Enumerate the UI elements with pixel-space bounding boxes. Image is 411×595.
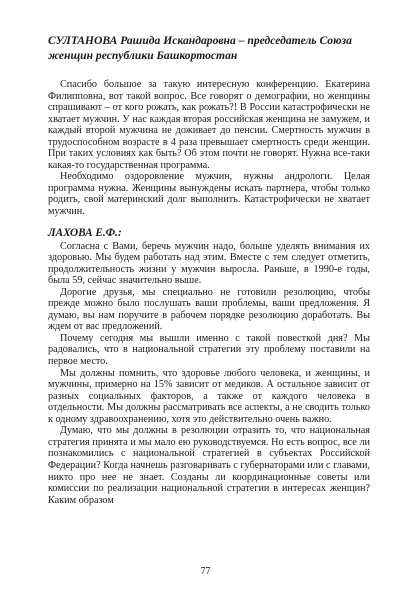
page-number: 77 xyxy=(200,566,211,577)
paragraph: Думаю, что мы должны в резолюции отразить то, что национальная стратегия принята и мы мало ею руководствуемся. Но есть вопрос, все ли познакомились с национальной стратегией в субъектах Российской Федерации? Когда начнешь разговаривать с губернаторами или с главами, никто про нее не знает. Созданы ли координационные советы или комиссии по реализации национальной стратегии в интересах женщин? Каким образом xyxy=(48,425,370,506)
document-page xyxy=(48,34,370,506)
paragraph: Спасибо большое за такую интересную конференцию. Екатерина Филипповна, вот такой вопрос. Все говорят о демографии, но женщины спрашивают – от кого рожать, как рожать?! В России катастрофически не хватает мужчин. У нас каждая вторая российская женщина не замужем, и каждый второй мужчина не доживает до пенсии. Смертность мужчин в трудоспособном возрасте в 4 раза превышает смертность среди женщин. При таких условиях как быть? Об этом почти не говорят. Нужна все-таки какая-то государственная программа. xyxy=(48,79,370,171)
paragraph: Почему сегодня мы вышли именно с такой повесткой дня? Мы радовались, что в национальной стратегии эту проблему поставили на первое место. xyxy=(48,332,370,368)
paragraph: Дорогие друзья, мы специально не готовили резолюцию, чтобы прежде можно было послушать ваши проблемы, ваши предложения. Я думаю, вы нам поручите в рабочем порядке резолюцию доработать. Вы ждем от вас предложений. xyxy=(48,286,370,333)
paragraph: Мы должны помнить, что здоровье любого человека, и женщины, и мужчины, примерно на 15% зависит от медиков. А остальное зависит от разных социальных факторов, а также от каждого человека в отдельности. Мы должны рассматривать все аспекты, а не сводить только к одному здравоохранению, хотя это действительно очень важно. xyxy=(48,367,370,425)
speaker-name: ЛАХОВА Е.Ф.: xyxy=(48,226,122,239)
paragraph: Необходимо оздоровление мужчин, нужны андрологи. Целая программа нужна. Женщины вынуждены искать партнера, чтобы только родить, свой материнский долг выполнить. Катастрофически не хватает мужчин. xyxy=(48,171,370,218)
paragraph: Согласна с Вами, беречь мужчин надо, больше уделять внимания их здоровью. Мы будем работать над этим. Вместе с тем следует отметить, продолжительность жизни у мужчин выросла. Раньше, в 1990-е годы, была 59, сейчас значительно выше. xyxy=(48,240,370,287)
speaker-heading: СУЛТАНОВА Рашида Искандаровна – председатель Союза женщин республики Башкортостан xyxy=(48,34,352,62)
